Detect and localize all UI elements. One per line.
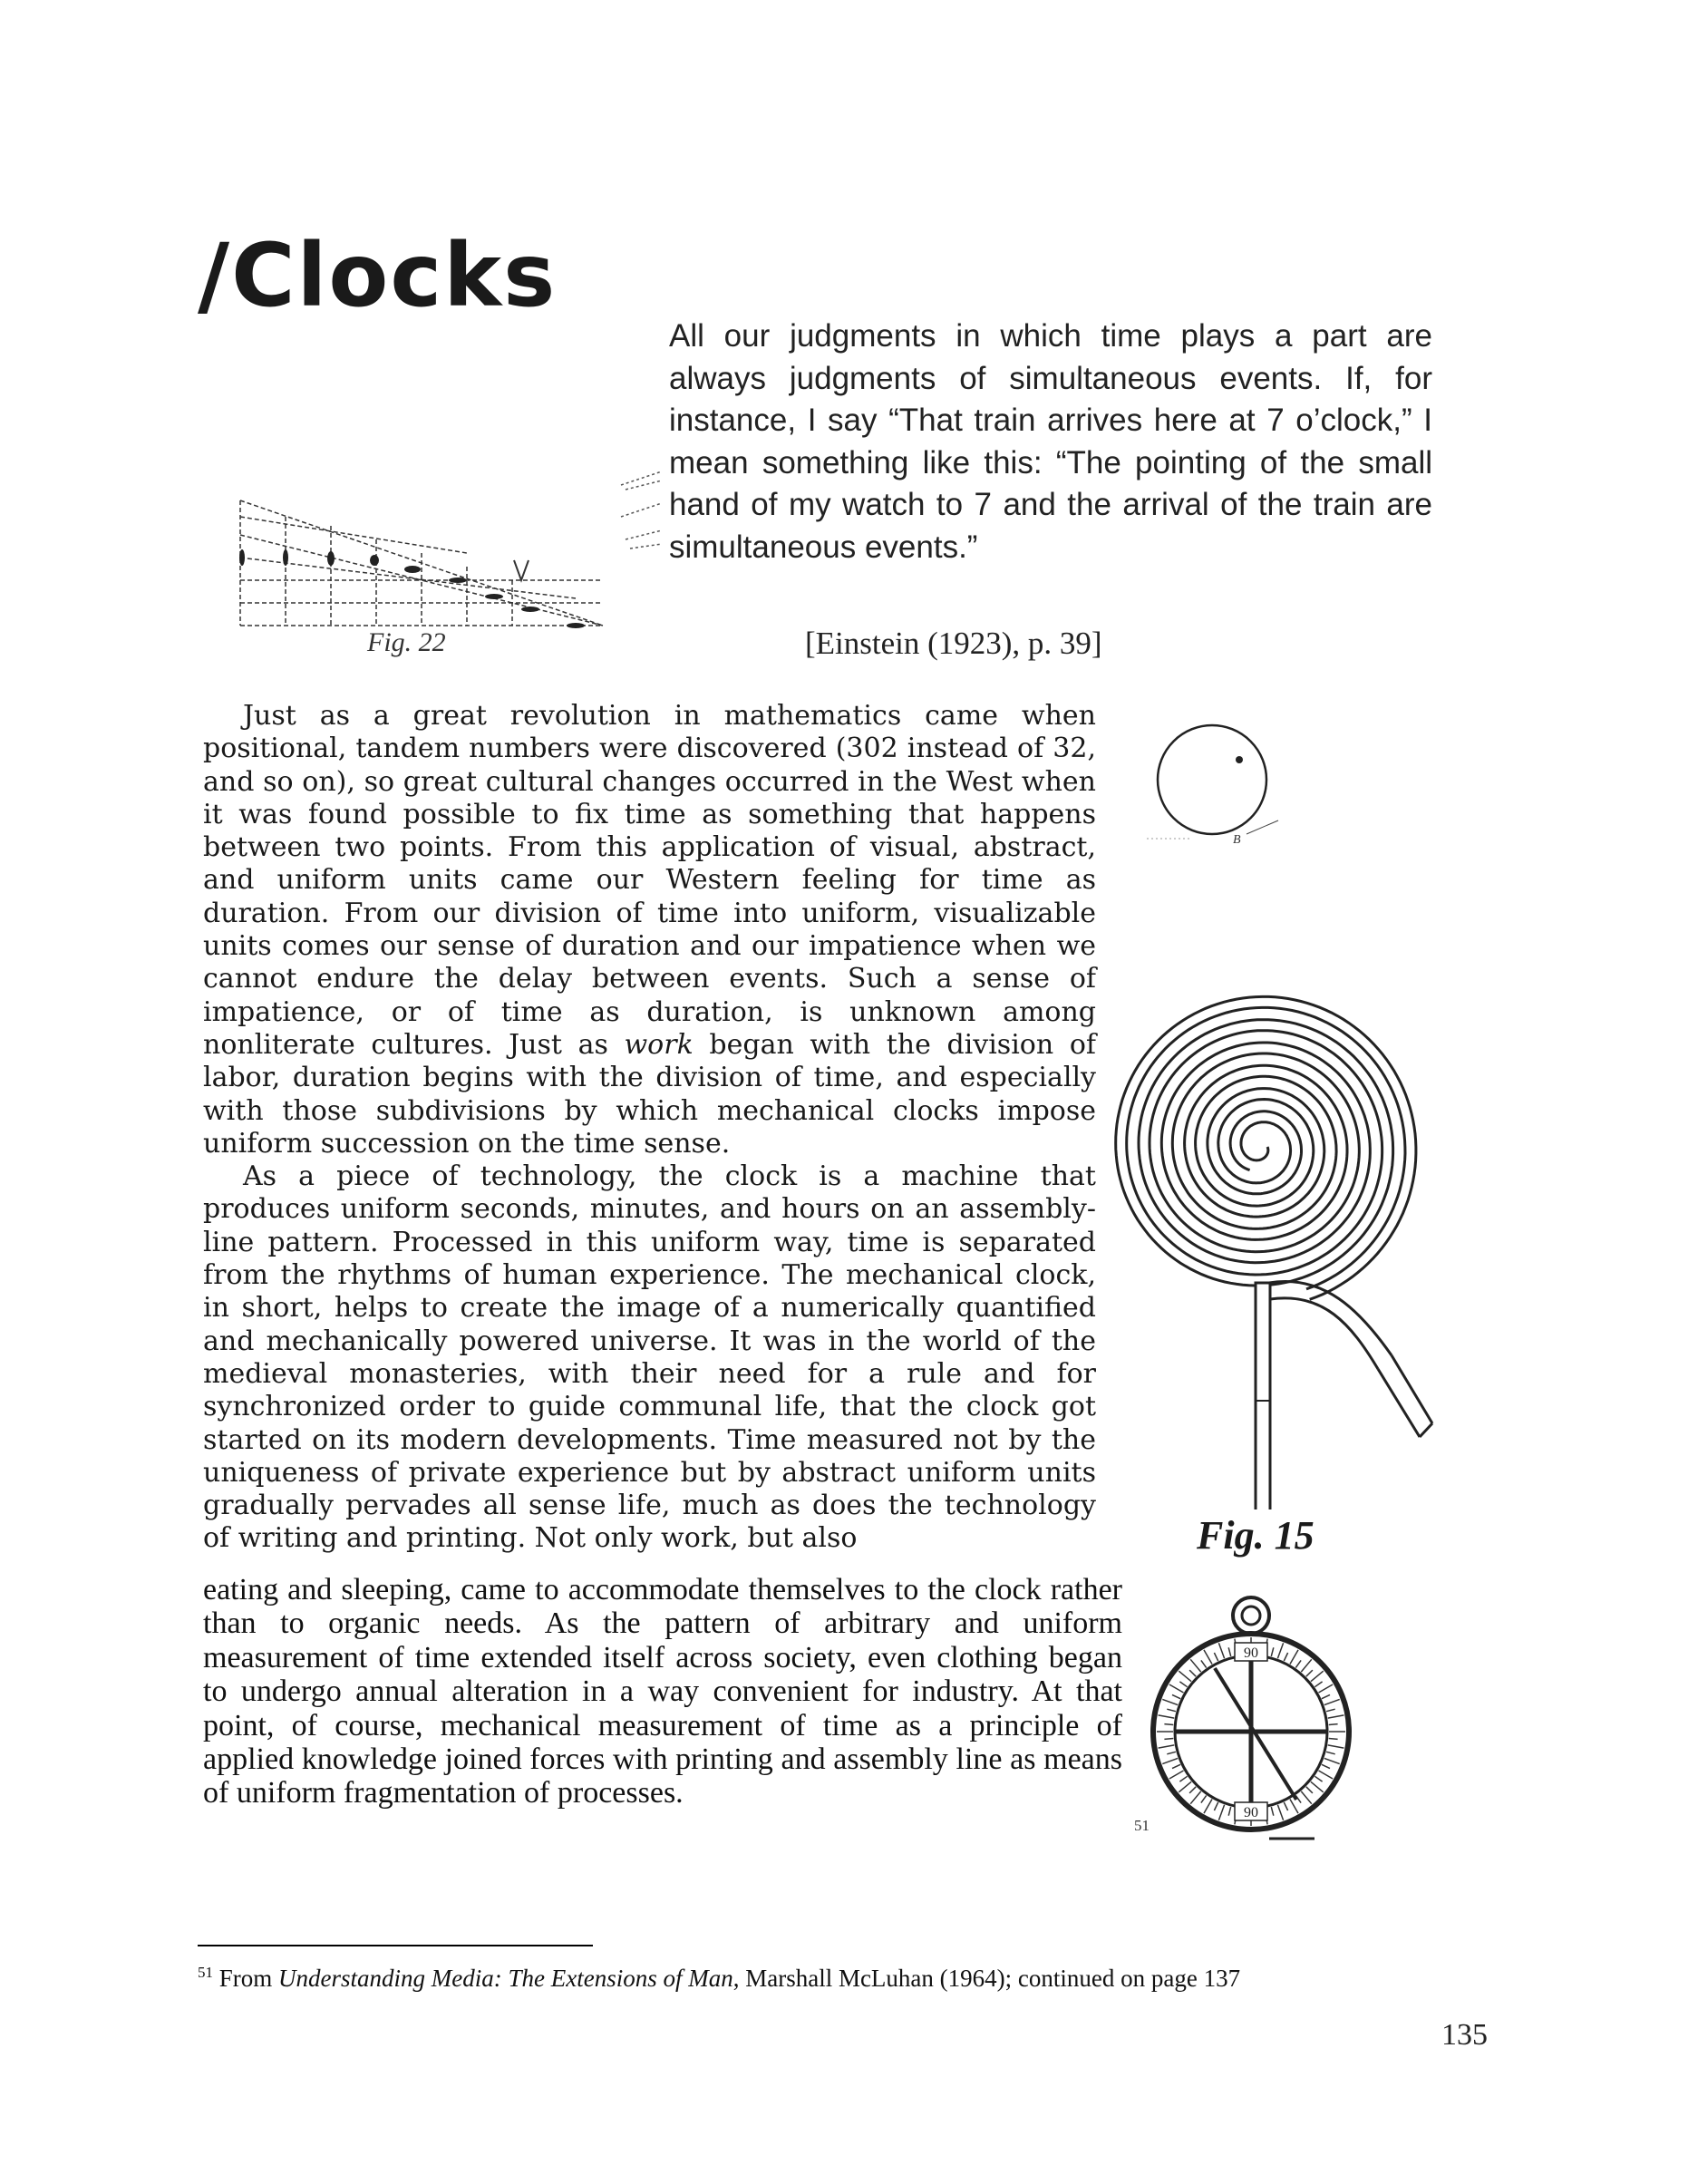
astro-tick: [1228, 1647, 1231, 1656]
astro-tick: [1159, 1745, 1175, 1748]
astro-label-top: 90: [1244, 1645, 1258, 1661]
fig15-label: Fig. 15: [1197, 1513, 1315, 1558]
astro-tick: [1179, 1781, 1191, 1792]
spiral-figure: [1106, 966, 1469, 1509]
astro-tick: [1290, 1800, 1298, 1814]
footnote-number: 51: [198, 1964, 213, 1981]
astro-tick: [1322, 1694, 1330, 1698]
astro-tick: [1271, 1647, 1274, 1656]
quote-ticks: [616, 467, 671, 558]
astro-tick: [1189, 1670, 1196, 1676]
astro-tick: [1329, 1724, 1338, 1725]
astro-tick: [1204, 1800, 1212, 1814]
astro-tick: [1324, 1758, 1340, 1763]
body-paragraph-1-end: began with the division of labor, duration begins with the division of time, and especially with those subdivisions by which mechanical clocks impose uniform succession on the time sense.: [203, 1028, 1096, 1160]
fig22-diagram: [231, 490, 612, 635]
astro-tick: [1214, 1802, 1217, 1810]
body-paragraph-2: As a piece of technology, the clock is a machine that produces uniform seconds, minutes, and hours on an assembly-line pattern. Processed in this uniform way, time is separated from the rhythms of human experience. The mechanical clock, in short, helps to create the image of a numerically quantified and mechanically powered universe. It was in the world of the medieval monasteries, with their need for a rule and for synchronized order to guide communal life, that the clock got started on its modern developments. Time measured not by the uniqueness of private experience but by abstract uniform units gradually pervades all sense life, much as does the technology of writing and printing. Not only work, but also: [203, 1160, 1096, 1555]
astro-tick: [1172, 1694, 1180, 1698]
astro-tick: [1179, 1671, 1191, 1682]
astro-tick: [1201, 1660, 1207, 1667]
astro-tick: [1315, 1682, 1322, 1687]
astro-tick: [1162, 1758, 1178, 1763]
body-emphasis-work: work: [624, 1028, 694, 1061]
astro-tick: [1319, 1684, 1334, 1693]
circle-label: B: [1233, 833, 1241, 847]
astro-tick: [1301, 1659, 1312, 1672]
footnote-suffix: , Marshall McLuhan (1964); continued on page 137: [732, 1965, 1241, 1992]
astro-tick: [1167, 1752, 1176, 1754]
body-paragraph-3: eating and sleeping, came to accommodate themselves to the clock rather than to organic needs. As the pattern of arbitrary and uniform measurement of time extended itself across society, even clothing began to undergo annual alteration in a way convenient for industry. At that point, of course, mechanical measurement of time as a principle of applied knowledge joined forces with printing and assembly line as means of uniform fragmentation of processes.: [203, 1573, 1122, 1810]
astro-tick: [1326, 1752, 1335, 1754]
body-paragraph-1-start: Just as a great revolution in mathematics came when positional, tandem numbers were discovered (302 instead of 32, and so on), so great cultural changes occurred in the West when it was found possible to fix time as something that happens between two points. From this application of visual, abstract, and uniform units came our Western feeling for time as duration. From our division of time into uniform, visualizable units comes our sense of duration and our impatience when we cannot endure the delay between events. Such a sense of impatience, or of time as duration, is unknown among nonliterate cultures. Just as: [203, 700, 1096, 1061]
astro-tick: [1164, 1739, 1173, 1740]
astro-tick: [1218, 1643, 1224, 1658]
epigraph-text: All our judgments in which time plays a part are always judgments of simultaneous events. If, for instance, I say “That train arrives here at 7 o’clock,” I mean something like this: “The pointing of the small hand of my watch to 7 and the arrival of the train are simultaneous events.”: [669, 318, 1432, 565]
epigraph-citation: [Einstein (1923), p. 39]: [805, 626, 1102, 661]
astro-tick: [1214, 1653, 1217, 1661]
astro-tick: [1271, 1807, 1274, 1816]
astro-tick: [1169, 1684, 1184, 1693]
astro-tick: [1328, 1715, 1344, 1718]
body-text-lower: [203, 1573, 1122, 1810]
footnote-divider: [198, 1945, 593, 1946]
astro-tick: [1228, 1807, 1231, 1816]
footnote-book-title: Understanding Media: The Extensions of Man: [278, 1965, 733, 1992]
astro-tick: [1172, 1764, 1180, 1768]
astro-tick: [1329, 1739, 1338, 1740]
astro-tick: [1295, 1660, 1301, 1667]
astro-tick: [1284, 1653, 1287, 1661]
page-number: 135: [1441, 2018, 1488, 2052]
astro-tick: [1190, 1659, 1201, 1672]
astro-tick: [1290, 1650, 1298, 1665]
astro-tick: [1179, 1682, 1187, 1687]
astro-tick: [1201, 1795, 1207, 1802]
circle-figure: [1138, 698, 1292, 861]
astro-label-bottom: 90: [1244, 1805, 1258, 1820]
astro-tick: [1301, 1791, 1312, 1804]
astro-tick: [1328, 1745, 1344, 1748]
astro-tick: [1277, 1643, 1283, 1658]
astro-tick: [1179, 1776, 1187, 1781]
astro-tick: [1315, 1776, 1322, 1781]
body-paragraph-1: [203, 700, 1096, 1160]
page-title: /Clocks: [198, 225, 558, 326]
astro-tick: [1162, 1699, 1178, 1704]
astro-tick: [1306, 1787, 1313, 1793]
astro-tick: [1277, 1805, 1283, 1820]
body-text-upper: [203, 700, 1096, 1556]
astro-tick: [1169, 1771, 1184, 1779]
astro-tick: [1218, 1805, 1224, 1820]
astro-tick: [1189, 1787, 1196, 1793]
footnote: [198, 1964, 1240, 1993]
astro-tick: [1322, 1764, 1330, 1768]
astro-tick: [1167, 1709, 1176, 1712]
astro-tick: [1306, 1670, 1313, 1676]
fig22-label: Fig. 22: [367, 627, 446, 657]
astro-tick: [1326, 1709, 1335, 1712]
astro-tick: [1324, 1699, 1340, 1704]
astro-tick: [1190, 1791, 1201, 1804]
astro-tick: [1159, 1715, 1175, 1718]
astro-tick: [1204, 1650, 1212, 1665]
astro-tick: [1284, 1802, 1287, 1810]
footnote-prefix: From: [218, 1965, 279, 1992]
astro-tick: [1311, 1671, 1324, 1682]
astro-tick: [1319, 1771, 1334, 1779]
astrolabe-figure: [1133, 1587, 1369, 1859]
footnote-marker: 51: [1134, 1817, 1150, 1834]
astro-tick: [1311, 1781, 1324, 1792]
astro-tick: [1164, 1724, 1173, 1725]
